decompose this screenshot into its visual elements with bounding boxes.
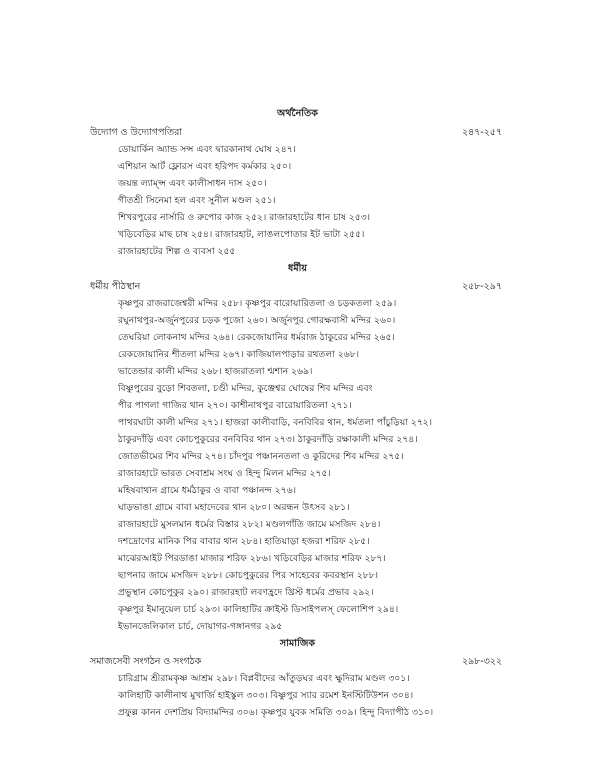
section-title-social-organizations: সমাজসেবী সংগঠন ও সংগঠক [90,656,202,667]
toc-entry: জোতভীমের শিব মন্দির ২৭৪। চাঁদপুর পঞ্চাননতলা ও কুরিদের শিব মন্দির ২৭৫। [118,451,404,462]
toc-entry: তেঘরিয়া লোকনাথ মন্দির ২৬৪। রেকজোয়ানির ধর্মরাজ ঠাকুরের মন্দির ২৬৫। [118,332,395,343]
toc-entry: শিখরপুরের নার্সারি ও রুপোর কাজ ২৫২। রাজারহাটের ধান চাষ ২৫৩। [118,212,371,223]
section-title-religious-places: ধর্মীয় পীঠস্থান [90,281,141,292]
toc-entry: খড়িবেড়ির মাছ চাষ ২৫৪। রাজারহাট, লাঙলপোতার ইট ভাটা ২৫৫। [118,229,365,240]
page-range-religious-places: ২৫৮-২৯৭ [462,281,502,292]
toc-entry: চারিগ্রাম শ্রীরামকৃষ্ণ আশ্রম ২৯৮। বিপ্লবীদের আঁতুড়ঘর এবং ক্ষুদিরাম মণ্ডল ৩০১। [118,673,410,684]
section-heading-economic: অর্থনৈতিক [277,108,318,119]
toc-entry: ঘাড়ভাঙা গ্রামে বাবা মহাদেবের থান ২৮০। অরন্ধন উৎসব ২৮১। [118,502,350,513]
toc-entry: মহিষবাথান গ্রামে ধর্মঠাকুর ও বাবা পঞ্চানন্দ ২৭৬। [118,485,296,496]
toc-entry: গীতশ্রী সিনেমা হল এবং সুনীল মণ্ডল ২৫১। [118,195,276,206]
toc-entry: ঠাকুরদাঁড়ি এবং কোচপুকুরের বনবিবির থান ২৭৩। ঠাকুরদাঁড়ি রক্ষাকালী মন্দির ২৭৪। [118,434,418,445]
toc-entry: এশিয়ান আর্ট ফ্লোরস এবং হরিপদ কর্মকার ২৫০। [118,161,292,172]
toc-entry: দশদ্রোণের মানিক পির বাবার থান ২৮৪। হাতিয়াড়া হজরা শরিফ ২৮৫। [118,536,370,547]
toc-entry: রাজারহাটের শিল্প ও ব্যবসা ২৫৫ [118,246,236,257]
section-heading-religious: ধর্মীয় [287,263,308,274]
toc-entry: প্রফুল্ল কানন দেশপ্রিয় বিদ্যামন্দির ৩০৬। কৃষ্ণপুর যুবক সমিতি ৩০৯। হিন্দু বিদ্যাপীঠ ৩১০। [118,707,434,718]
toc-entry: ছাপনার জামে মসজিদ ২৮৮। কোচপুকুরের পির সাহেবের কবরস্থান ২৮৮। [118,570,379,581]
page-range-entrepreneurs: ২৪৭-২৫৭ [462,127,502,138]
toc-entry: পীর পাগলা গাজির থান ২৭০। কাশীনাথপুর বারোয়ারিতলা ২৭১। [118,400,352,411]
toc-entry: পাথরঘাটা কালী মন্দির ২৭১। হাজরা কালীবাড়ি, বনবিবির থান, ধর্মতলা পাঁচুড়িয়া ২৭২। [118,417,433,428]
toc-entry: ইভানজেলিকাল চার্চ, দোয়াগর-গঙ্গানগর ২৯৫ [118,621,283,632]
toc-entry: রাজারহাটে ভারত সেবাশ্রম সংঘ ও হিন্দু মিলন মন্দির ২৭৫। [118,468,331,479]
toc-entry: রেকজোয়ানির শীতলা মন্দির ২৬৭। কাজিয়ালপাড়ার রথতলা ২৬৮। [118,349,360,360]
toc-entry: কৃষ্ণপুর ইমানুয়েল চার্চ ২৯৩। কালিহাটির ক্রাইস্ট ডিসাইপলস্ ফেলোশিপ ২৯৪। [118,604,399,615]
section-heading-social: সামাজিক [279,638,316,649]
toc-entry: বিষ্ণুপুরের বুড়ো শিবতলা, চণ্ডী মন্দির, কুঞ্জেশ্বর ঘোষের শিব মন্দির এবং [118,383,373,394]
toc-entry: রঘুনাথপুর-অর্জুনপুরের চড়ক পুজো ২৬০। অর্জুনপুর গোরক্ষবাসী মন্দির ২৬০। [118,315,396,326]
toc-entry: ডোয়ার্কিন অ্যান্ড সন্স এবং দ্বারকানাথ ঘোষ ২৪৭। [118,144,296,155]
toc-entry: জয়ন্ত ল্যাম্প্স এবং কালীসাধন দাস ২৫০। [118,178,267,189]
toc-entry: কৃষ্ণপুর রাজরাজেশ্বরী মন্দির ২৫৮। কৃষ্ণপুর বারোয়ারিতলা ও চড়কতলা ২৫৯। [118,298,397,309]
page-range-social-organizations: ২৯৮-৩২২ [462,656,502,667]
toc-entry: প্রভুস্থান কোচপুকুর ২৯০। রাজারহাট লবণহ্রদে খ্রিস্ট ধর্মের প্রভাব ২৯২। [118,587,374,598]
toc-entry: মাঝেরআইট পিরডাঙা মাজার শরিফ ২৮৬। খড়িবেড়ির মাজার শরিফ ২৮৭। [118,553,386,564]
toc-entry: ভাতেন্ডার কালী মন্দির ২৬৮। হাজরাতলা শ্মশান ২৬৯। [118,366,313,377]
section-title-entrepreneurs: উদ্যোগ ও উদ্যোগপতিরা [90,127,182,138]
toc-entry: কালিহাটি কালীনাথ মুখার্জি হাইস্কুল ৩০৩। বিষ্ণুপুর স্যার রমেশ ইনস্টিটিউশন ৩০৪। [118,690,414,701]
toc-entry: রাজারহাটে মুসলমান ধর্মের বিস্তার ২৮২। মণ্ডলগাঁতি জামে মসজিদ ২৮৪। [118,519,381,530]
